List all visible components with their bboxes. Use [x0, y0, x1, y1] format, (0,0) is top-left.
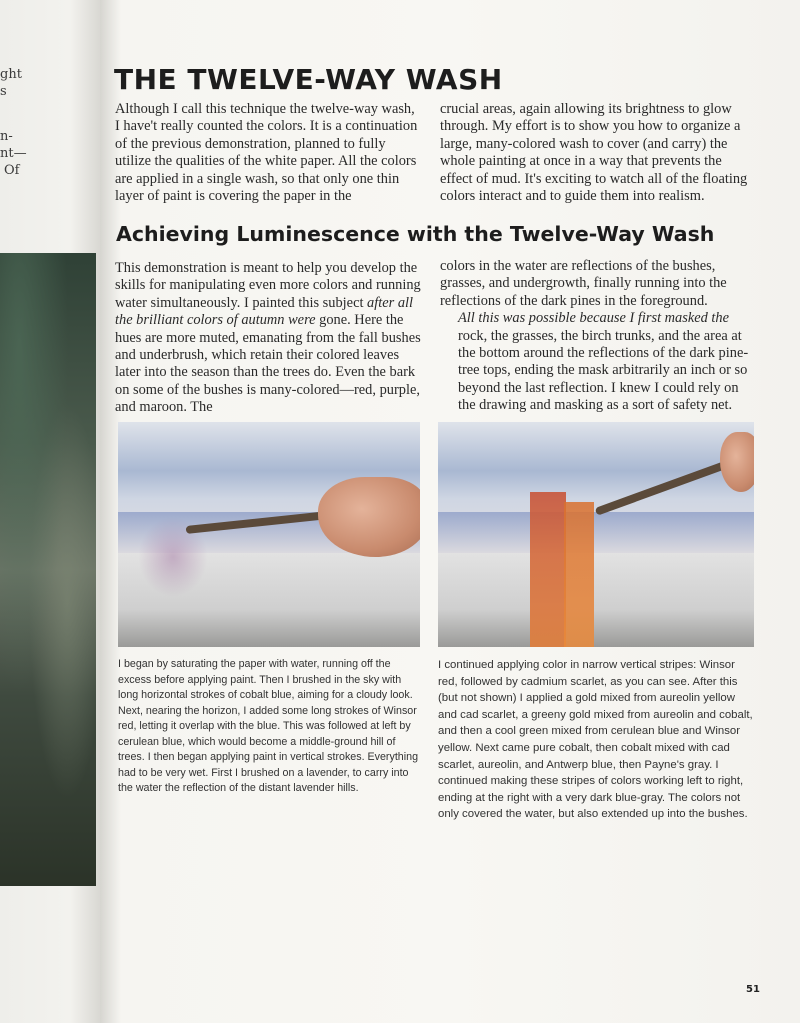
- demo-photo-right: [438, 422, 754, 647]
- left-page-edge: [0, 0, 100, 1023]
- cadmium-scarlet-stripe: [564, 502, 594, 647]
- winsor-red-stripe: [530, 492, 566, 647]
- section-heading: Achieving Luminescence with the Twelve-Way Wash: [116, 222, 715, 246]
- book-page: [100, 0, 800, 1023]
- section-text-block: [440, 310, 756, 414]
- photo-caption-right: I continued applying color in narrow vertical stripes: Winsor red, followed by cadmium scarlet, as you can see. After this (but not shown) I applied a gold mixed from aureolin yellow and cad scarlet, a greeny gold mixed from aureolin and cobalt, and then a cool green mixed from cerulean blue and Winsor yellow. Next came pure cobalt, then cobalt mixed with cad scarlet, aureolin, and Antwerp blue, then Payne's gray. I continued making these stripes of colors working left to right, ending at the right with a very dark blue-gray. The colors not only covered the water, but also extended up into the bushes.: [438, 659, 753, 821]
- left-page-fragment: nt—: [0, 146, 27, 161]
- left-page-fragment: Of: [4, 163, 20, 178]
- intro-paragraph-right: crucial areas, again allowing its brightness to glow through. My effort is to show you how to organize a large, many-colored wash to cover (and carry) the whole painting at once in a way that prevents the effect of mud. It's exciting to watch all of the floating colors interact and to guide them into realism.: [440, 101, 748, 205]
- photo-water: [438, 553, 754, 648]
- demo-photo-left: [118, 422, 420, 647]
- section-text: gone. Here the hues are more muted, emanating from the fall bushes and underbrush, which retain their colored leaves later into the season than the trees do. Even the bark on some of the bushes is many-colored—red, purple, and maroon. The: [115, 312, 421, 416]
- section-paragraph-right: [440, 258, 756, 415]
- left-page-painting: [0, 253, 96, 886]
- page-title: THE TWELVE-WAY WASH: [114, 63, 503, 96]
- intro-paragraph-left: Although I call this technique the twelve-way wash, I have't really counted the colors. It is a continuation of the previous demonstration, planned to fully utilize the qualities of the white paper. All the colors are applied in a single wash, so that only one thin layer of paint is covering the paper in the: [115, 101, 418, 205]
- section-text: rock, the grasses, the birch trunks, and the area at the bottom around the reflections of the dark pine-tree tops, ending the mask arbitrarily an inch or so beyond the last reflection. I knew I could rely on the drawing and masking as a sort of safety net.: [458, 327, 749, 414]
- left-page-fragment: n-: [0, 129, 13, 144]
- section-text-italic: after all the brilliant colors of autumn were: [115, 294, 414, 329]
- left-page-fragment: ght: [0, 67, 22, 82]
- photo-caption-left: I began by saturating the paper with water, running off the excess before applying paint. Then I brushed in the sky with long horizontal strokes of cobalt blue, aiming for a cloudy look. Next, nearing the horizon, I added some long strokes of Winsor red, letting it overlap with the blue. This was followed at left by cerulean blue, which would become a middle-ground hill of trees. I then began applying paint in vertical strokes. Everything had to be very wet. First I brushed on a lavender, to carry into the water the reflection of the distant lavender hills.: [118, 658, 419, 794]
- page-number: 51: [746, 984, 760, 995]
- section-text: This demonstration is meant to help you develop the skills for manipulating even more colors and running water simultaneously. I painted this subject: [115, 260, 421, 311]
- section-text-italic: All this was possible because I first masked the: [458, 310, 729, 327]
- section-paragraph-left: [115, 260, 425, 417]
- photo-hills: [438, 512, 754, 553]
- section-text: colors in the water are reflections of the bushes, grasses, and undergrowth, finally running into the reflections of the dark pines in the foreground.: [440, 258, 727, 309]
- left-page-fragment: s: [0, 84, 7, 99]
